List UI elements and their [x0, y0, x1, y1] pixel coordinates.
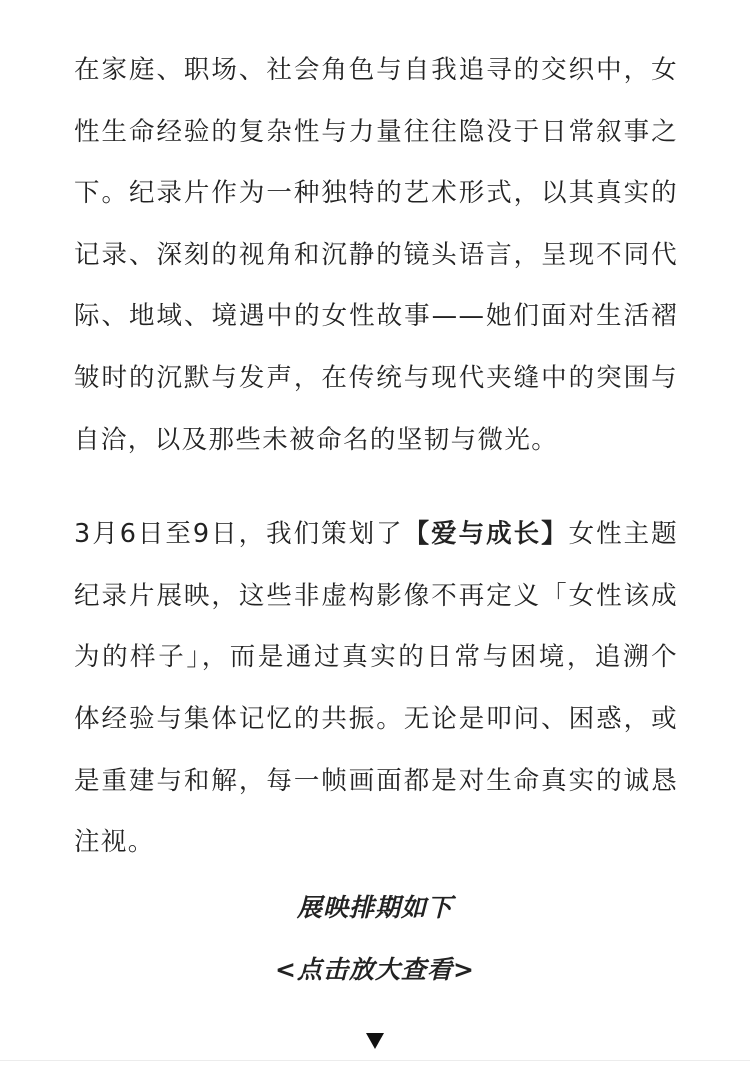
- bottom-divider: [0, 1060, 750, 1061]
- intro-paragraph: 在家庭、职场、社会角色与自我追寻的交织中，女性生命经验的复杂性与力量往往隐没于日常叙事之下。纪录片作为一种独特的艺术形式，以其真实的记录、深刻的视角和沉静的镜头语言，呈现不同代际、地域、境遇中的女性故事——她们面对生活褶皱时的沉默与发声，在传统与现代夹缝中的突围与自洽，以及那些未被命名的坚韧与微光。: [74, 55, 678, 455]
- event-paragraph-lead: 3月6日至9日，我们策划了: [74, 519, 404, 550]
- schedule-heading: 展映排期如下: [296, 893, 453, 922]
- event-paragraph: [74, 504, 678, 874]
- enlarge-hint: <点击放大查看>: [275, 955, 475, 984]
- down-triangle-icon: [366, 1033, 384, 1049]
- event-theme-highlight: 【爱与成长】: [403, 519, 569, 550]
- event-paragraph-rest: 女性主题纪录片展映，这些非虚构影像不再定义「女性该成为的样子」，而是通过真实的日常与困境，追溯个体经验与集体记忆的共振。无论是叩问、困惑，或是重建与和解，每一帧画面都是对生命真实的诚恳注视。: [74, 519, 678, 858]
- article-body: [74, 40, 678, 874]
